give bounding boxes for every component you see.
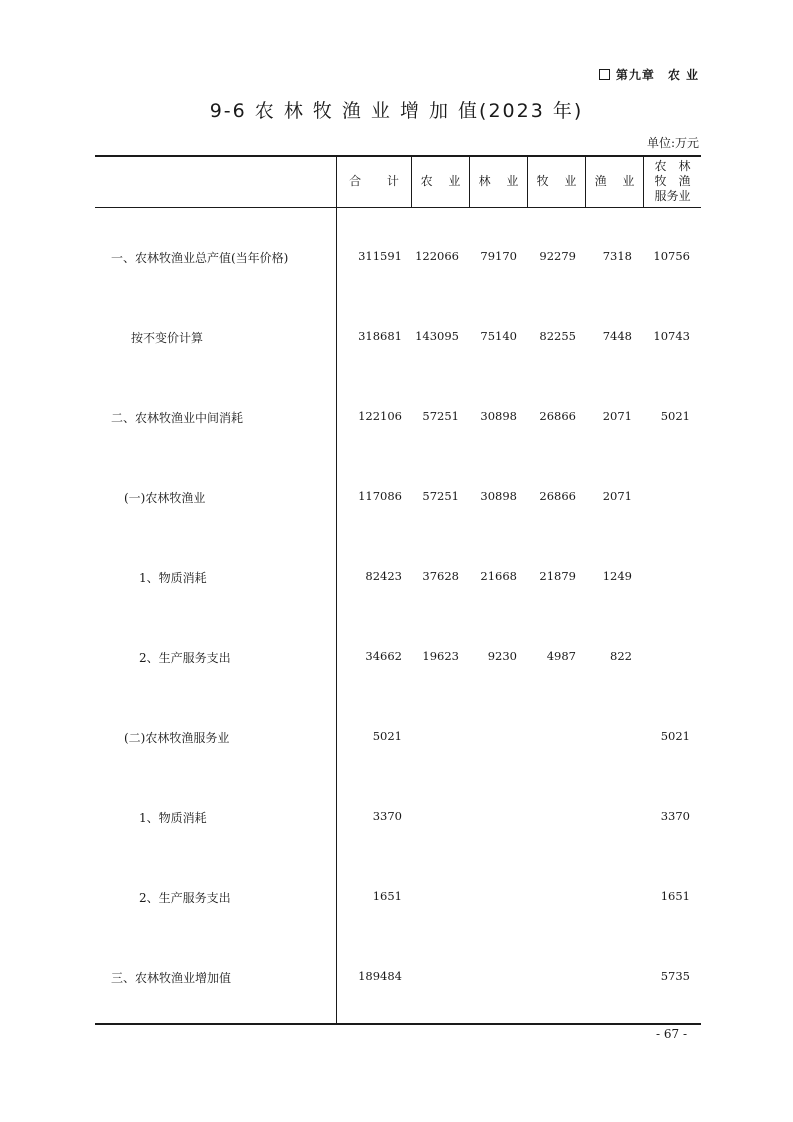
cell-forestry: 75140: [480, 329, 517, 343]
cell-forestry: 9230: [487, 649, 517, 663]
table-row: [95, 569, 701, 589]
row-label: 1、物质消耗: [139, 571, 207, 585]
cell-animal-husbandry: 21879: [539, 569, 576, 583]
row-label: 二、农林牧渔业中间消耗: [111, 411, 244, 425]
table-row: [95, 409, 701, 429]
cell-total: 3370: [372, 809, 402, 823]
column-header-line: 服务业: [654, 189, 691, 203]
column-header-animal-husbandry: 牧 业: [536, 174, 583, 188]
cell-forestry: 21668: [480, 569, 517, 583]
cell-services: 3370: [660, 809, 690, 823]
cell-animal-husbandry: 4987: [546, 649, 576, 663]
cell-animal-husbandry: 82255: [539, 329, 576, 343]
cell-total: 82423: [365, 569, 402, 583]
cell-agriculture: 19623: [422, 649, 459, 663]
cell-agriculture: 122066: [415, 249, 459, 263]
cell-fishery: 2071: [602, 409, 632, 423]
row-label: 2、生产服务支出: [139, 891, 231, 905]
cell-forestry: 30898: [480, 489, 517, 503]
cell-fishery: 2071: [602, 489, 632, 503]
cell-forestry: 79170: [480, 249, 517, 263]
cell-animal-husbandry: 92279: [539, 249, 576, 263]
cell-total: 1651: [372, 889, 402, 903]
table-row: [95, 329, 701, 349]
table-row: [95, 489, 701, 509]
table-row: [95, 729, 701, 749]
page-title: 9-6 农 林 牧 渔 业 增 加 值(2023 年): [209, 100, 584, 122]
cell-total: 117086: [358, 489, 402, 503]
column-header-forestry: 林 业: [478, 174, 525, 188]
column-header-line: 牧 渔: [654, 174, 691, 188]
cell-services: 5021: [660, 729, 690, 743]
row-label: 按不变价计算: [131, 331, 204, 345]
cell-services: 5735: [660, 969, 690, 983]
cell-total: 34662: [365, 649, 402, 663]
table-row: [95, 889, 701, 909]
row-label: 2、生产服务支出: [139, 651, 231, 665]
cell-total: 122106: [358, 409, 402, 423]
cell-total: 5021: [372, 729, 402, 743]
row-label: 1、物质消耗: [139, 811, 207, 825]
column-header-line: 农 林: [654, 159, 691, 173]
cell-total: 318681: [358, 329, 402, 343]
row-label: (一)农林牧渔业: [124, 491, 206, 505]
cell-services: 10743: [653, 329, 690, 343]
chapter-label: 第九章 农 业: [615, 68, 699, 82]
cell-services: 1651: [660, 889, 690, 903]
cell-total: 189484: [358, 969, 402, 983]
cell-agriculture: 57251: [422, 489, 459, 503]
cell-fishery: 1249: [602, 569, 632, 583]
table-bottom-rule: [95, 1023, 701, 1025]
table-row: [95, 249, 701, 269]
table-row: [95, 809, 701, 829]
cell-agriculture: 37628: [422, 569, 459, 583]
table-row: [95, 969, 701, 989]
cell-animal-husbandry: 26866: [539, 409, 576, 423]
table-header-rule: [95, 207, 701, 208]
table-row: [95, 649, 701, 669]
column-header-agriculture: 农 业: [420, 174, 467, 188]
cell-agriculture: 143095: [415, 329, 459, 343]
row-label: 一、农林牧渔业总产值(当年价格): [111, 251, 289, 265]
cell-fishery: 822: [610, 649, 632, 663]
row-label: (二)农林牧渔服务业: [124, 731, 230, 745]
cell-fishery: 7318: [602, 249, 632, 263]
cell-animal-husbandry: 26866: [539, 489, 576, 503]
square-icon: [599, 69, 610, 80]
page-number: - 67 -: [655, 1027, 687, 1041]
chapter-header: [599, 66, 699, 83]
cell-total: 311591: [358, 249, 402, 263]
column-header-services: [644, 156, 701, 207]
cell-fishery: 7448: [602, 329, 632, 343]
cell-services: 5021: [660, 409, 690, 423]
cell-forestry: 30898: [480, 409, 517, 423]
cell-services: 10756: [653, 249, 690, 263]
cell-agriculture: 57251: [422, 409, 459, 423]
column-header-fishery: 渔 业: [594, 174, 641, 188]
row-label: 三、农林牧渔业增加值: [111, 971, 232, 985]
unit-label: 单位:万元: [646, 136, 699, 150]
column-header-total: 合 计: [349, 174, 410, 188]
